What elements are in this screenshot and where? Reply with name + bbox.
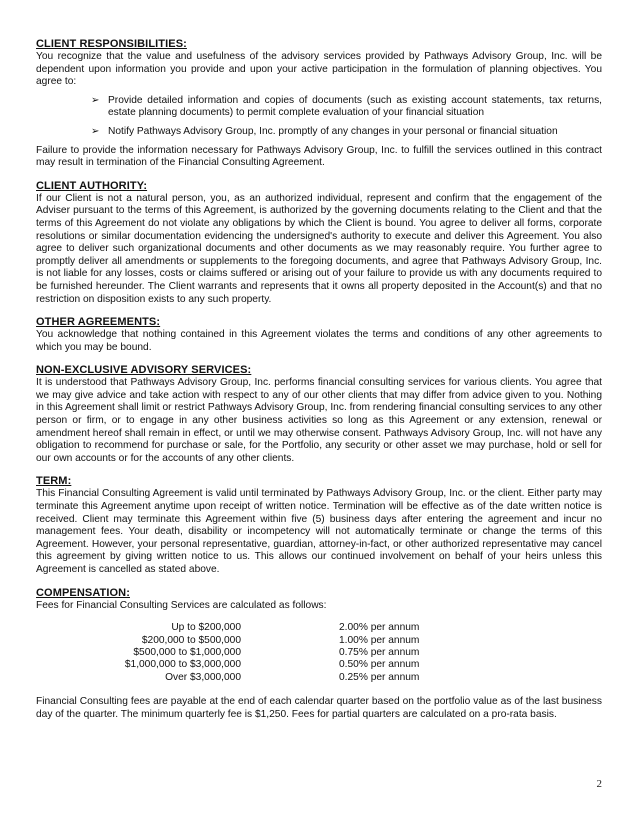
table-row	[36, 622, 419, 634]
table-row	[36, 659, 419, 671]
paragraph: You recognize that the value and usefulness of the advisory services provided by Pathways Advisory Group, Inc. will be dependent upon information you provide and upon your active participation in the formulation of planning objectives. You agree to:	[36, 51, 602, 88]
document-page	[36, 38, 602, 731]
fee-schedule-table	[36, 622, 419, 684]
fee-rate: 0.75% per annum	[339, 647, 420, 658]
section-heading: TERM:	[36, 475, 72, 488]
page-number: 2	[596, 778, 602, 790]
section-heading: NON-EXCLUSIVE ADVISORY SERVICES:	[36, 364, 252, 377]
list-item	[36, 126, 602, 139]
paragraph: Financial Consulting fees are payable at the end of each calendar quarter based on the portfolio value as of the last business day of the quarter. The minimum quarterly fee is $1,250. Fees for partial quarters are calculated on a pro-rata basis.	[36, 696, 602, 720]
fee-rate: 0.50% per annum	[339, 659, 420, 671]
paragraph: This Financial Consulting Agreement is valid until terminated by Pathways Advisory Group, Inc. or the client. Either party may terminate this Agreement anytime upon receipt of written notice. Termination will be effective as of the date written notice is received. Client may terminate this Agreement within five (5) business days after entering the agreement and incur no management fees. Your death, disability or incompetency will not automatically terminate or change the terms of this Agreement. However, your personal representative, guardian, attorney-in-fact, or other authorized representative may cancel this agreement by giving written notice to us. This allows our continued involvement on behalf of your heirs unless this Agreement is cancelled as stated above.	[36, 488, 602, 575]
list-item-text: Notify Pathways Advisory Group, Inc. promptly of any changes in your personal or financial situation	[108, 125, 558, 137]
table-row	[36, 672, 419, 684]
section-client-responsibilities	[36, 38, 602, 170]
section-heading: CLIENT RESPONSIBILITIES:	[36, 38, 187, 50]
paragraph: Failure to provide the information necessary for Pathways Advisory Group, Inc. to fulfill the services outlined in this contract may result in termination of the Financial Consulting Agreement.	[36, 144, 602, 169]
fee-range: $1,000,000 to $3,000,000	[124, 659, 241, 671]
paragraph: If our Client is not a natural person, you, as an authorized individual, represent and confirm that the engagement of the Adviser pursuant to the terms of this Agreement, is authorized by the governing documents relating to the Client and that the terms of this Agreement do not violate any obligations by which the Client is bound. You agree to deliver all forms, corporate resolutions or similar documentation evidencing the undersigned's authority to execute and deliver this Agreement. You also agree to deliver such organizational documents and other documents as we may reasonably require. You further agree to promptly deliver all amendments or supplements to the foregoing documents, and agree that Pathways Advisory Group, Inc. is not liable for any losses, costs or claims suffered or arising out of your failure to provide us with any documents required to be furnished hereunder. The Client warrants and represents that it owns all property deposited in the Account(s) and that no restriction on disposition exists to any such property.	[36, 192, 602, 305]
section-heading: OTHER AGREEMENTS:	[36, 316, 161, 329]
section-heading: COMPENSATION:	[36, 586, 130, 599]
bullet-list	[36, 95, 602, 139]
paragraph: Fees for Financial Consulting Services are calculated as follows:	[36, 599, 327, 611]
paragraph: You acknowledge that nothing contained in this Agreement violates the terms and conditions of any other agreements to which you may be bound.	[36, 329, 602, 353]
section-other-agreements	[36, 316, 602, 354]
list-item-text: Provide detailed information and copies of documents (such as existing account statements, tax returns, estate planning documents) to permit complete evaluation of your financial situation	[108, 94, 602, 119]
table-row	[36, 635, 419, 647]
fee-range: $500,000 to $1,000,000	[133, 647, 241, 658]
section-term	[36, 475, 602, 576]
arrow-bullet-icon: ➢	[91, 125, 100, 137]
fee-rate: 2.00% per annum	[339, 622, 420, 634]
list-item	[36, 95, 602, 120]
section-client-authority	[36, 180, 602, 306]
fee-range: $200,000 to $500,000	[141, 634, 241, 646]
fee-rate: 1.00% per annum	[339, 634, 420, 646]
fee-rate: 0.25% per annum	[339, 671, 420, 683]
fee-range: Up to $200,000	[171, 622, 241, 634]
paragraph: It is understood that Pathways Advisory Group, Inc. performs financial consulting services for various clients. You agree that we may give advice and take action with respect to any of our other clients that may differ from advice given to you. Nothing in this Agreement shall limit or restrict Pathways Advisory Group, Inc. from rendering financial consulting services to any other person or firm, or to engage in any other business activities so long as this Agreement or any extension, renewal or amendment hereof shall remain in effect, or until we may otherwise consent. Pathways Advisory Group, Inc. will not have any obligation to recommend for purchase or sale, for the Portfolio, any security or other asset we may purchase, hold or sell for our own accounts or for the accounts of any other clients.	[36, 377, 602, 464]
section-non-exclusive-advisory	[36, 364, 602, 465]
table-row	[36, 647, 419, 659]
section-compensation	[36, 587, 602, 722]
fee-range: Over $3,000,000	[165, 671, 241, 683]
arrow-bullet-icon: ➢	[91, 94, 100, 106]
section-heading: CLIENT AUTHORITY:	[36, 179, 148, 192]
